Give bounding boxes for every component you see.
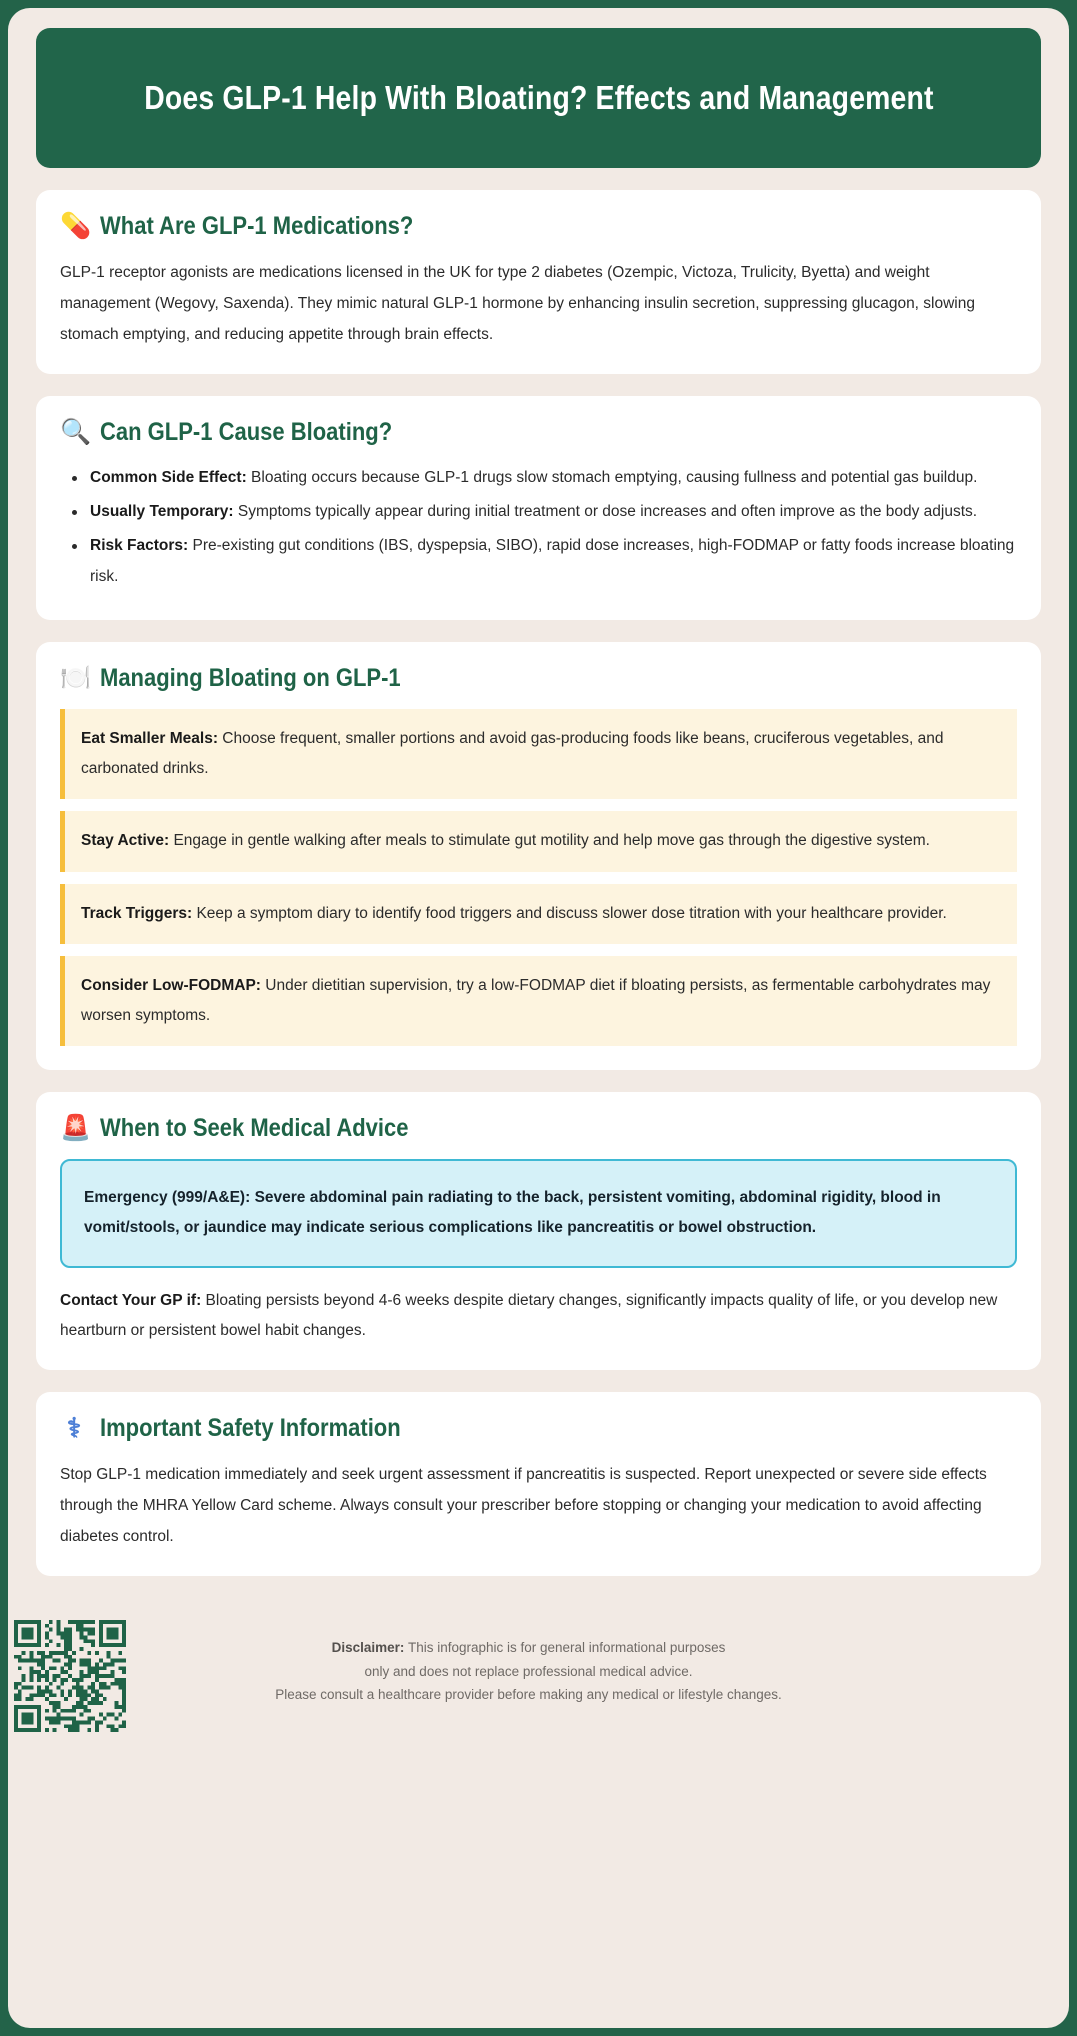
section-header xyxy=(60,418,1017,447)
section-title: What Are GLP-1 Medications? xyxy=(100,212,414,240)
list-item-lead: Risk Factors: xyxy=(90,537,189,555)
section-header xyxy=(60,664,1017,693)
section-when-to-seek-advice xyxy=(36,1092,1041,1370)
tip-lead: Track Triggers: xyxy=(81,904,193,922)
disclaimer-line-3: Please consult a healthcare provider before making any medical or lifestyle changes. xyxy=(275,1687,782,1703)
list-item-text: Bloating occurs because GLP-1 drugs slow stomach emptying, causing fullness and potential gas buildup. xyxy=(246,469,978,486)
gp-note-lead: Contact Your GP if: xyxy=(60,1291,202,1309)
tip-lead: Consider Low-FODMAP: xyxy=(81,976,261,994)
section-paragraph: GLP-1 receptor agonists are medications licensed in the UK for type 2 diabetes (Ozempic, Victoza, Trulicity, Byetta) and weight management (Wegovy, Saxenda). They mimic natural GLP-1 hormone by enhancing insulin secretion, suppressing glucagon, slowing stomach emptying, and reducing appetite through brain effects. xyxy=(60,264,975,343)
medical-symbol-icon: ⚕ xyxy=(66,1413,82,1444)
section-what-are-glp1 xyxy=(36,190,1041,374)
gp-contact-note xyxy=(60,1286,1017,1346)
infographic-poster xyxy=(8,8,1069,2028)
disclaimer-text xyxy=(126,1616,1041,1707)
list-item xyxy=(60,531,1017,591)
section-header xyxy=(60,1414,1017,1443)
section-title: Can GLP-1 Cause Bloating? xyxy=(100,418,393,446)
section-important-safety xyxy=(36,1392,1041,1576)
section-title: When to Seek Medical Advice xyxy=(100,1114,409,1143)
section-title: Important Safety Information xyxy=(100,1414,401,1443)
section-header xyxy=(60,212,1017,241)
page-title: Does GLP-1 Help With Bloating? Effects and Management xyxy=(143,79,934,116)
bullet-list xyxy=(60,463,1017,592)
section-managing-bloating xyxy=(36,642,1041,1070)
tip-box xyxy=(60,811,1017,871)
tip-box xyxy=(60,956,1017,1046)
footer xyxy=(36,1598,1041,1748)
section-header xyxy=(60,1114,1017,1143)
tip-lead: Stay Active: xyxy=(81,832,170,850)
disclaimer-line-1 xyxy=(126,1636,931,1660)
disclaimer-line-2: only and does not replace professional medical advice. xyxy=(364,1663,693,1679)
section-paragraph: Stop GLP-1 medication immediately and seek urgent assessment if pancreatitis is suspected. Report unexpected or severe side effects through the MHRA Yellow Card scheme. Always consult your prescriber before stopping or changing your medication to avoid affecting diabetes control. xyxy=(60,1466,987,1546)
tip-box xyxy=(60,709,1017,799)
emergency-text: Severe abdominal pain radiating to the back, persistent vomiting, abdominal rigidity, blood in vomit/stools, or jaundice may indicate serious complications like pancreatitis or bowel obstruction. xyxy=(84,1189,941,1237)
siren-icon: 🚨 xyxy=(60,1114,92,1143)
tip-lead: Eat Smaller Meals: xyxy=(81,729,218,747)
tip-text: Keep a symptom diary to identify food triggers and discuss slower dose titration with your healthcare provider. xyxy=(192,904,947,922)
list-item-lead: Common Side Effect: xyxy=(90,469,247,486)
pill-icon: 💊 xyxy=(60,212,92,240)
gp-note-text: Bloating persists beyond 4-6 weeks despite dietary changes, significantly impacts quality of life, or you develop new heartburn or persistent bowel habit changes. xyxy=(60,1291,998,1339)
header-banner xyxy=(36,28,1041,168)
emergency-alert-box xyxy=(60,1159,1017,1267)
list-item xyxy=(60,497,1017,527)
list-item-text: Symptoms typically appear during initial treatment or dose increases and often improve as the body adjusts. xyxy=(233,503,978,521)
section-title: Managing Bloating on GLP-1 xyxy=(100,663,401,692)
disclaimer-line1-text: This infographic is for general informational purposes xyxy=(404,1640,726,1656)
list-item-text: Pre-existing gut conditions (IBS, dyspepsia, SIBO), rapid dose increases, high-FODMAP or fatty foods increase bloating risk. xyxy=(90,537,1015,585)
list-item xyxy=(60,463,1017,493)
tip-text: Choose frequent, smaller portions and avoid gas-producing foods like beans, cruciferous vegetables, and carbonated drinks. xyxy=(81,729,944,778)
emergency-lead: Emergency (999/A&E): xyxy=(84,1189,251,1207)
magnifier-icon: 🔍 xyxy=(60,418,92,446)
qr-code[interactable] xyxy=(14,1620,126,1732)
tip-text: Under dietitian supervision, try a low-FODMAP diet if bloating persists, as fermentable carbohydrates may worsen symptoms. xyxy=(81,976,991,1024)
plate-cutlery-icon: 🍽️ xyxy=(60,663,92,692)
disclaimer-lead: Disclaimer: xyxy=(331,1640,405,1656)
section-can-glp1-cause-bloating xyxy=(36,396,1041,620)
tip-box xyxy=(60,884,1017,944)
list-item-lead: Usually Temporary: xyxy=(90,503,234,521)
tip-text: Engage in gentle walking after meals to stimulate gut motility and help move gas through the digestive system. xyxy=(169,832,930,850)
